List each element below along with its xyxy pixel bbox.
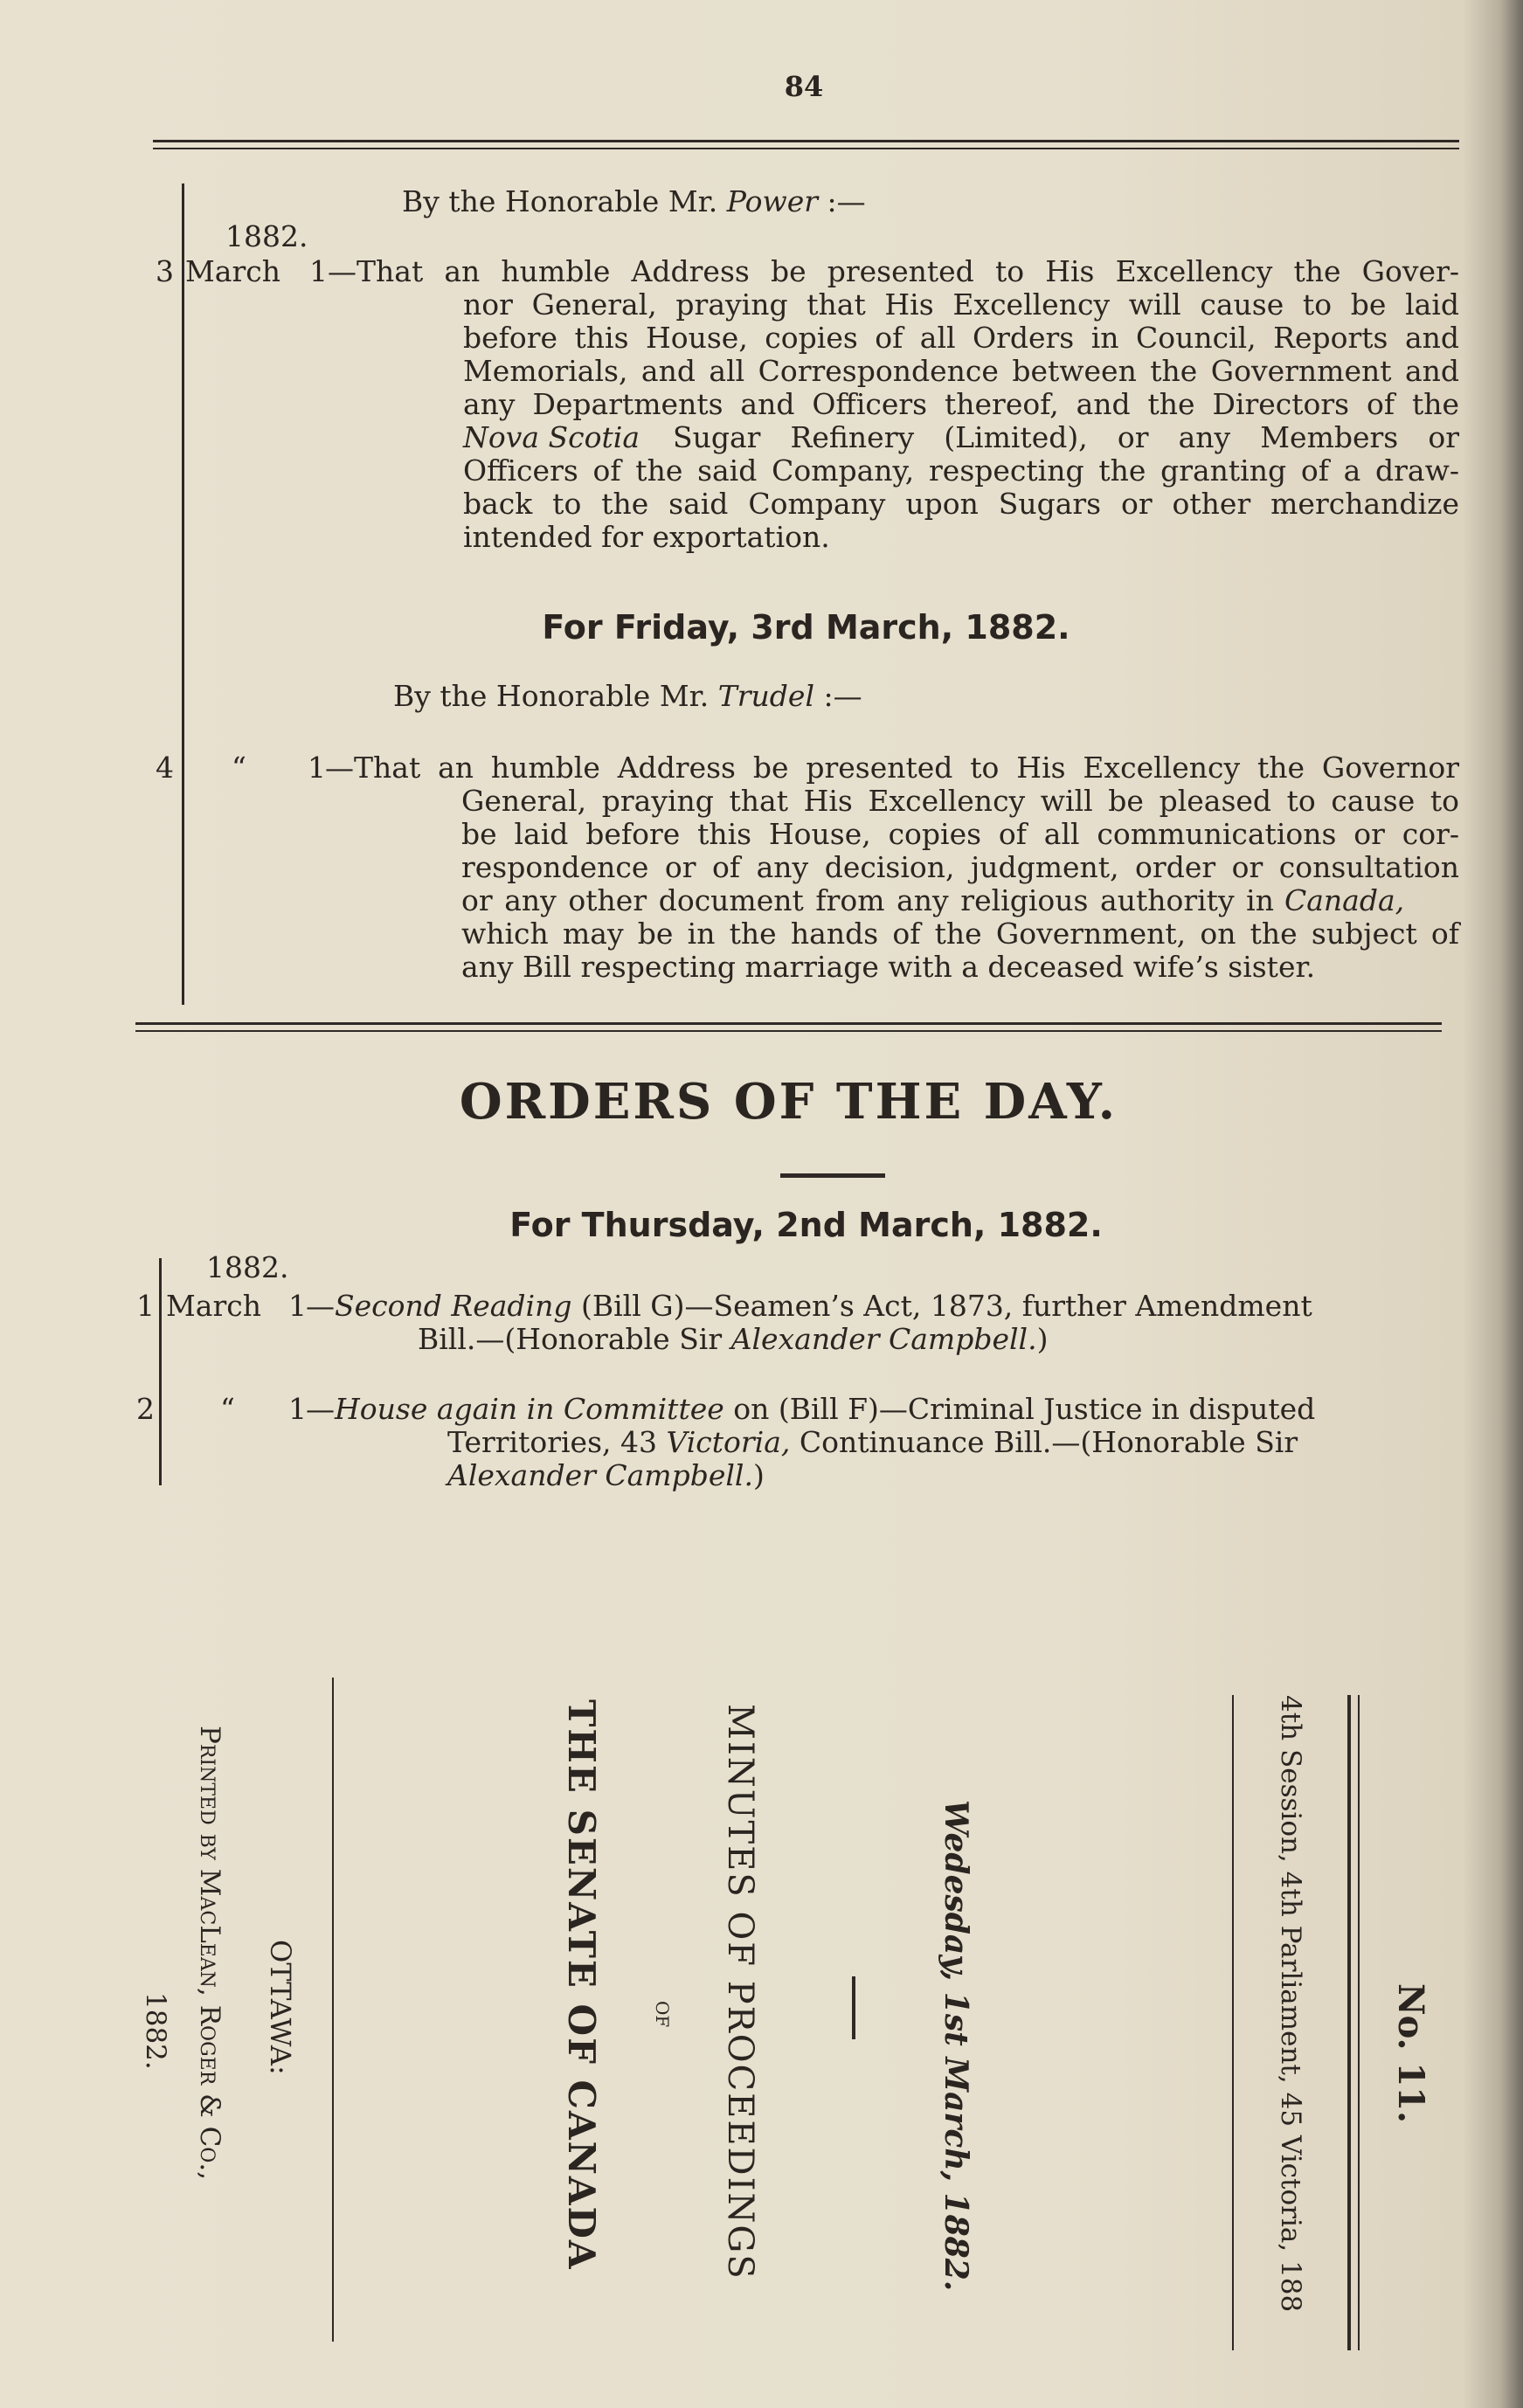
order-text: (Bill G)—Seamen’s Act, 1873, further Amendment — [571, 1289, 1312, 1323]
motion-text-line: intended for exportation. — [463, 520, 830, 554]
order-text: on (Bill F)—Criminal Justice in disputed — [723, 1392, 1316, 1426]
mover-prefix: By the Honorable Mr. — [393, 679, 718, 713]
order-month: March — [166, 1289, 261, 1323]
page-number: 84 — [784, 70, 824, 103]
motion-text-line: before this House, copies of all Orders in Council, Reports and — [463, 321, 1459, 355]
order-text-line — [447, 1459, 765, 1492]
motion-year: 1882. — [225, 219, 308, 253]
cover-city: OTTAWA: — [264, 1940, 297, 2075]
italic-place: Nova Scotia — [463, 420, 640, 454]
motion-text-line: or any other document from any religious authority in — [461, 883, 1274, 917]
motion-text-line: be laid before this House, copies of all communications or cor- — [461, 817, 1459, 851]
order-text-line: —Second Reading (Bill G)—Seamen’s Act, 1873, further Amendment — [306, 1289, 1312, 1323]
mover-line — [393, 680, 862, 713]
motion-text-line: nor General, praying that His Excellency will cause to be laid — [463, 287, 1459, 322]
margin-line — [182, 183, 184, 760]
italic-place: Canada, — [1284, 883, 1405, 917]
cover-divider — [852, 1976, 855, 2039]
motion-text-line: Sugar Refinery (Limited), or any Members or — [673, 420, 1459, 454]
motion-text-line: any Departments and Officers thereof, and the Directors of the — [463, 387, 1459, 421]
motion-text-line: Memorials, and all Correspondence between the Government and — [463, 354, 1459, 388]
order-text-line — [418, 1323, 1048, 1356]
cover-title-1: MINUTES OF PROCEEDINGS — [720, 1704, 760, 2280]
order-text: Victoria, — [666, 1425, 791, 1459]
margin-line — [182, 751, 184, 1005]
motion-text-line: —That an humble Address be presented to His Excellency the Governor — [325, 751, 1459, 785]
order-text: ) — [752, 1458, 765, 1492]
short-rule — [780, 1173, 885, 1178]
section-heading: For Friday, 3rd March, 1882. — [542, 608, 1070, 647]
cover-title-of: OF — [652, 2001, 673, 2028]
order-day: 1 — [288, 1392, 307, 1426]
order-text: Territories, 43 — [447, 1425, 667, 1459]
order-text: Bill.—(Honorable Sir — [418, 1322, 731, 1356]
ditto-mark: “ — [232, 751, 246, 785]
order-text: ) — [1036, 1322, 1049, 1356]
cover-rule — [1358, 1695, 1360, 2350]
cover-printer: Printed by MacLean, Roger & Co., — [194, 1726, 225, 2181]
motion-month: March — [185, 254, 280, 288]
order-stage: House again in Committee — [335, 1392, 724, 1426]
motion-text-line: General, praying that His Excellency will be pleased to cause to — [461, 784, 1459, 818]
ditto-mark: “ — [220, 1392, 235, 1426]
order-text-line — [447, 1426, 1298, 1459]
order-year: 1882. — [206, 1250, 289, 1284]
orders-title: ORDERS OF THE DAY. — [459, 1073, 1118, 1131]
order-sponsor: Alexander Campbell. — [447, 1458, 753, 1492]
order-text-line: —House again in Committee on (Bill F)—Criminal Justice in disputed — [306, 1392, 1316, 1426]
order-text: Continuance Bill.—(Honorable Sir — [790, 1425, 1298, 1459]
mover-line — [402, 185, 866, 218]
order-sponsor: Alexander Campbell. — [730, 1322, 1037, 1356]
motion-number: 3 — [156, 254, 174, 288]
order-number: 1 — [136, 1289, 155, 1323]
cover-number: No. 11. — [1390, 1983, 1431, 2123]
mover-prefix: By the Honorable Mr. — [402, 184, 727, 218]
mover-suffix: :— — [818, 184, 866, 218]
motion-text-line: respondence or of any decision, judgment, order or consultation — [461, 850, 1459, 884]
mover-name: Power — [726, 184, 819, 218]
motion-text-line: —That an humble Address be presented to His Excellency the Gover- — [328, 254, 1459, 288]
cover-rule — [332, 1678, 334, 2342]
motion-number: 4 — [156, 751, 174, 785]
motion-day: 1 — [309, 254, 328, 288]
motion-text-line: which may be in the hands of the Government, on the subject of — [461, 917, 1459, 951]
motion-text-line: back to the said Company upon Sugars or other merchandize — [463, 487, 1459, 521]
section-rule — [135, 1022, 1442, 1032]
mover-name: Trudel — [717, 679, 814, 713]
orders-heading: For Thursday, 2nd March, 1882. — [509, 1206, 1103, 1244]
cover-year: 1882. — [140, 1992, 171, 2070]
motion-text-line: any Bill respecting marriage with a deceased wife’s sister. — [461, 950, 1316, 984]
order-number: 2 — [136, 1392, 155, 1426]
cover-date: Wedesday, 1st March, 1882. — [938, 1800, 974, 2292]
margin-line — [159, 1258, 162, 1485]
cover-title-2: THE SENATE OF CANADA — [560, 1699, 603, 2271]
cover-session: 4th Session, 4th Parliament, 45 Victoria, 188 — [1275, 1695, 1306, 2313]
cover-rule — [1232, 1695, 1234, 2350]
header-rule — [153, 140, 1459, 149]
order-stage: Second Reading — [335, 1289, 572, 1323]
motion-day: 1 — [308, 751, 326, 785]
motion-text-line: Officers of the said Company, respecting the granting of a draw- — [463, 453, 1459, 488]
mover-suffix: :— — [814, 679, 862, 713]
cover-rule — [1347, 1695, 1351, 2350]
order-day: 1 — [288, 1289, 307, 1323]
